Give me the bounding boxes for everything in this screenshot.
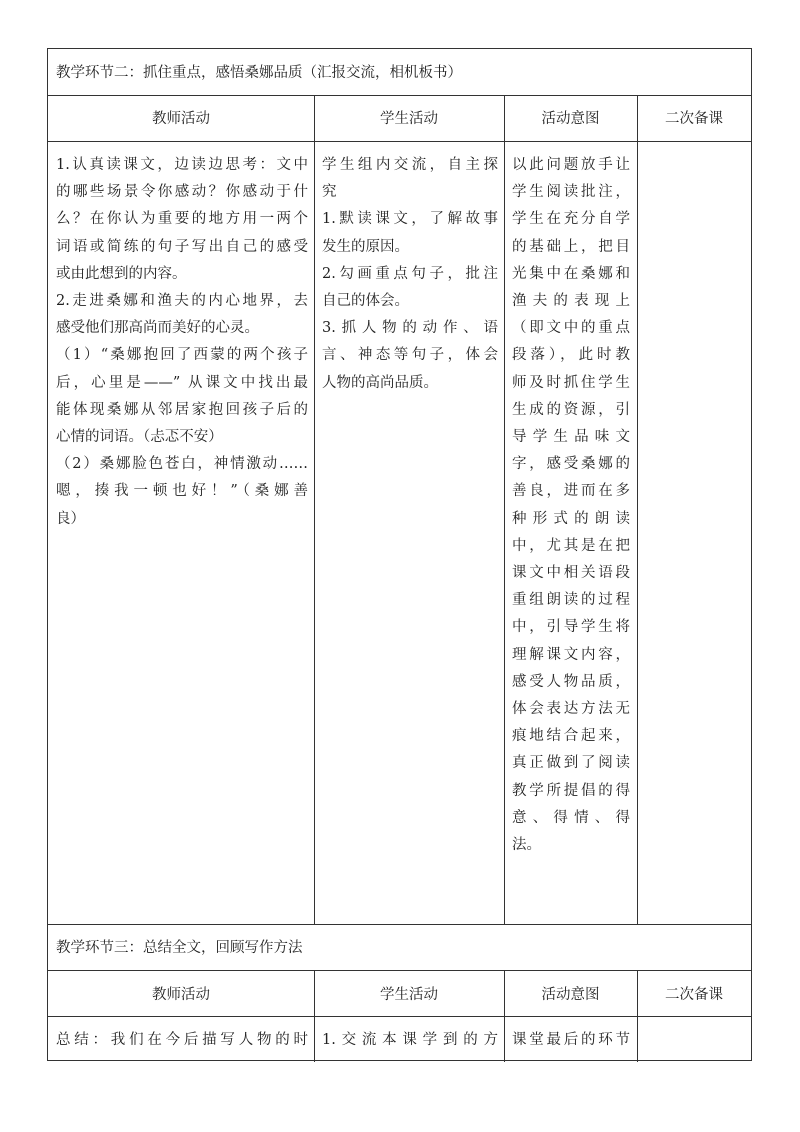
text-line: 课文中相关语段 [512,565,630,582]
text-line: 后，心里是——” 从课文中找出最 [56,374,308,391]
text-line: 自己的体会。 [322,293,409,310]
row-divider [48,1016,751,1017]
text-line: 2.勾画重点句子，批注 [322,265,498,282]
text-line: 发生的原因。 [322,238,409,255]
text-line: 么？在你认为重要的地方用一两个 [56,211,308,228]
row-divider [48,924,751,925]
text-line: 生成的资源，引 [512,401,630,418]
text-line: 1.认真读课文，边读边思考：文中 [56,157,308,173]
text-line: 感受人物品质， [512,673,630,690]
header-second-prep: 二次备课 [665,111,723,127]
text-line: 词语或简练的句子写出自己的感受 [56,238,308,255]
text-line: 段落），此时教 [512,347,630,364]
text-line: 法。 [512,837,541,854]
text-line: 渔夫的表现上 [512,293,630,310]
text-line: 真正做到了阅读 [512,755,630,772]
text-line: 1.交流本课学到的方 [322,1032,498,1048]
text-line: 良） [56,510,85,527]
lesson-plan-table [47,48,752,1061]
text-line: 3.抓人物的动作、语 [322,320,498,337]
text-line: 光集中在桑娜和 [512,265,630,282]
column-divider [637,95,638,924]
text-line: 感受他们那高尚而美好的心灵。 [56,320,259,337]
text-line: 总结：我们在今后描写人物的时 [56,1032,308,1048]
text-line: 能体现桑娜从邻居家抱回孩子后的 [56,401,308,418]
column-divider [314,970,315,1062]
section-3-title: 教学环节三：总结全文，回顾写作方法 [56,940,303,956]
text-line: 善良，进而在多 [512,483,630,500]
header-teacher-activity: 教师活动 [152,987,210,1003]
header-student-activity: 学生活动 [380,111,438,127]
text-line: 中，引导学生将 [512,619,630,636]
text-line: 或由此想到的内容。 [56,265,187,282]
text-line: 中，尤其是在把 [512,537,630,554]
text-line: 学生组内交流，自主探 [322,157,498,173]
text-line: 学生在充分自学 [512,211,630,228]
text-line: 体会表达方法无 [512,701,630,718]
header-second-prep: 二次备课 [665,987,723,1003]
activity-intent-cell [512,1027,630,1054]
text-line: （1）“桑娜抱回了西蒙的两个孩子 [56,347,308,364]
text-line: 重组朗读的过程 [512,592,630,609]
text-line: 字，感受桑娜的 [512,456,630,473]
row-divider [48,141,751,142]
text-line: 人物的高尚品质。 [322,374,438,391]
text-line: 究 [322,184,337,201]
text-line: 教学所提倡的得 [512,782,630,799]
text-line: 1.默读课文，了解故事 [322,211,498,228]
student-activity-cell [322,152,498,397]
header-student-activity: 学生活动 [380,987,438,1003]
text-line: 的哪些场景令你感动？你感动于什 [56,184,308,201]
text-line: 理解课文内容， [512,646,630,663]
text-line: 言、神态等句子，体会 [322,347,498,364]
header-activity-intent: 活动意图 [541,987,600,1003]
text-line: 痕地结合起来， [512,728,630,745]
text-line: 学生阅读批注， [512,184,630,201]
header-activity-intent: 活动意图 [541,111,600,127]
text-line: 心情的词语。（忐忑不安） [56,429,223,446]
header-teacher-activity: 教师活动 [152,111,210,127]
text-line: 导学生品味文 [512,429,630,446]
text-line: 2.走进桑娜和渔夫的内心地界，去 [56,293,308,310]
text-line: 师及时抓住学生 [512,374,630,391]
column-divider [504,970,505,1062]
column-divider [637,970,638,1062]
text-line: 以此问题放手让 [512,157,630,173]
text-line: 嗯，揍我一顿也好！”（桑娜善 [56,483,308,500]
column-divider [504,95,505,924]
text-line: （2）桑娜脸色苍白，神情激动…… [56,456,308,473]
activity-intent-cell [512,152,630,859]
text-line: 的基础上，把目 [512,238,630,255]
row-divider [48,95,751,96]
section-2-title: 教学环节二：抓住重点，感悟桑娜品质（汇报交流，相机板书） [56,65,462,81]
text-line: 课堂最后的环节 [512,1032,630,1048]
column-divider [314,95,315,924]
student-activity-cell [322,1027,498,1054]
teacher-activity-cell [56,1027,308,1054]
row-divider [48,970,751,971]
text-line: 意、得情、得 [512,809,630,826]
teacher-activity-cell [56,152,308,533]
text-line: 种形式的朗读 [512,510,630,527]
text-line: （即文中的重点 [512,320,630,337]
